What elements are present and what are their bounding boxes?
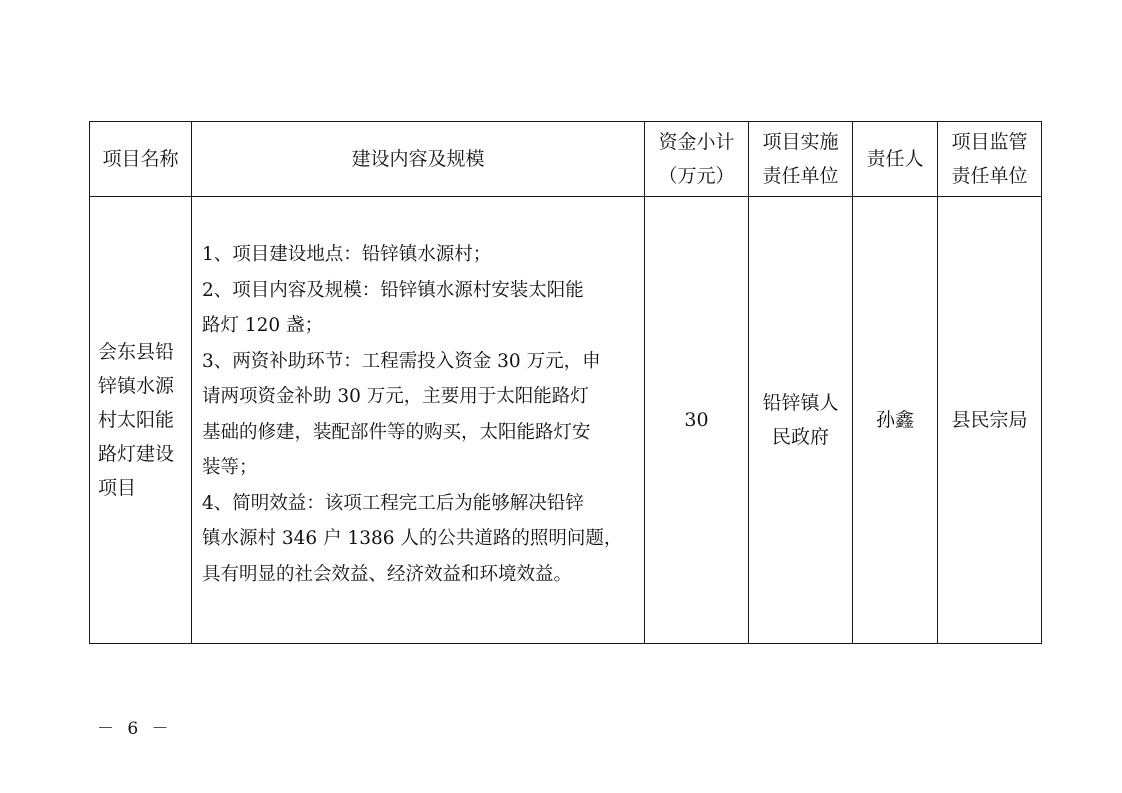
project-name-line: 路灯建设 bbox=[98, 443, 175, 465]
header-project-name-label: 项目名称 bbox=[102, 148, 179, 170]
table-header-row bbox=[90, 122, 1042, 197]
page-number: － 6 － bbox=[97, 719, 173, 739]
header-project-name bbox=[90, 122, 192, 197]
responsible-cell: 孙鑫 bbox=[853, 197, 938, 644]
fund-cell: 30 bbox=[645, 197, 749, 644]
header-supervisor-line2: 责任单位 bbox=[951, 165, 1028, 187]
header-supervisor bbox=[938, 122, 1042, 197]
project-name-line: 会东县铅 bbox=[98, 341, 175, 363]
content-line: 1、项目建设地点：铅锌镇水源村； bbox=[202, 244, 492, 265]
project-name-line: 锌镇水源 bbox=[98, 375, 175, 397]
project-name-cell bbox=[90, 197, 192, 644]
header-responsible-label: 责任人 bbox=[866, 148, 924, 170]
content-line: 路灯 120 盏； bbox=[202, 315, 324, 336]
header-fund-line2: （万元） bbox=[658, 165, 735, 187]
content-line: 3、两资补助环节：工程需投入资金 30 万元，申 bbox=[202, 350, 601, 372]
supervisor-cell: 县民宗局 bbox=[938, 197, 1042, 644]
header-fund-line1: 资金小计 bbox=[658, 131, 735, 153]
implementer-line: 铅锌镇人 bbox=[762, 392, 839, 414]
project-name-line: 项目 bbox=[98, 477, 137, 499]
header-content-scale bbox=[192, 122, 645, 197]
header-implementer-line1: 项目实施 bbox=[762, 131, 839, 153]
header-fund bbox=[645, 122, 749, 197]
implementer-line: 民政府 bbox=[771, 426, 829, 448]
project-table bbox=[89, 121, 1042, 644]
content-line: 具有明显的社会效益、经济效益和环境效益。 bbox=[202, 563, 573, 585]
content-line: 2、项目内容及规模：铅锌镇水源村安装太阳能 bbox=[202, 279, 584, 301]
content-line: 请两项资金补助 30 万元，主要用于太阳能路灯 bbox=[202, 386, 589, 407]
project-name-line: 村太阳能 bbox=[98, 409, 175, 431]
header-implementer bbox=[749, 122, 853, 197]
implementer-cell bbox=[749, 197, 853, 644]
header-implementer-line2: 责任单位 bbox=[762, 165, 839, 187]
content-scale-cell bbox=[192, 197, 645, 644]
header-content-scale-label: 建设内容及规模 bbox=[351, 148, 485, 170]
content-line: 镇水源村 346 户 1386 人的公共道路的照明问题， bbox=[202, 528, 623, 549]
content-line: 装等； bbox=[202, 457, 258, 478]
header-responsible bbox=[853, 122, 938, 197]
content-line: 4、简明效益：该项工程完工后为能够解决铅锌 bbox=[202, 492, 584, 514]
header-supervisor-line1: 项目监管 bbox=[951, 131, 1028, 153]
table-row bbox=[90, 197, 1042, 644]
content-line: 基础的修建，装配部件等的购买，太阳能路灯安 bbox=[202, 421, 591, 443]
